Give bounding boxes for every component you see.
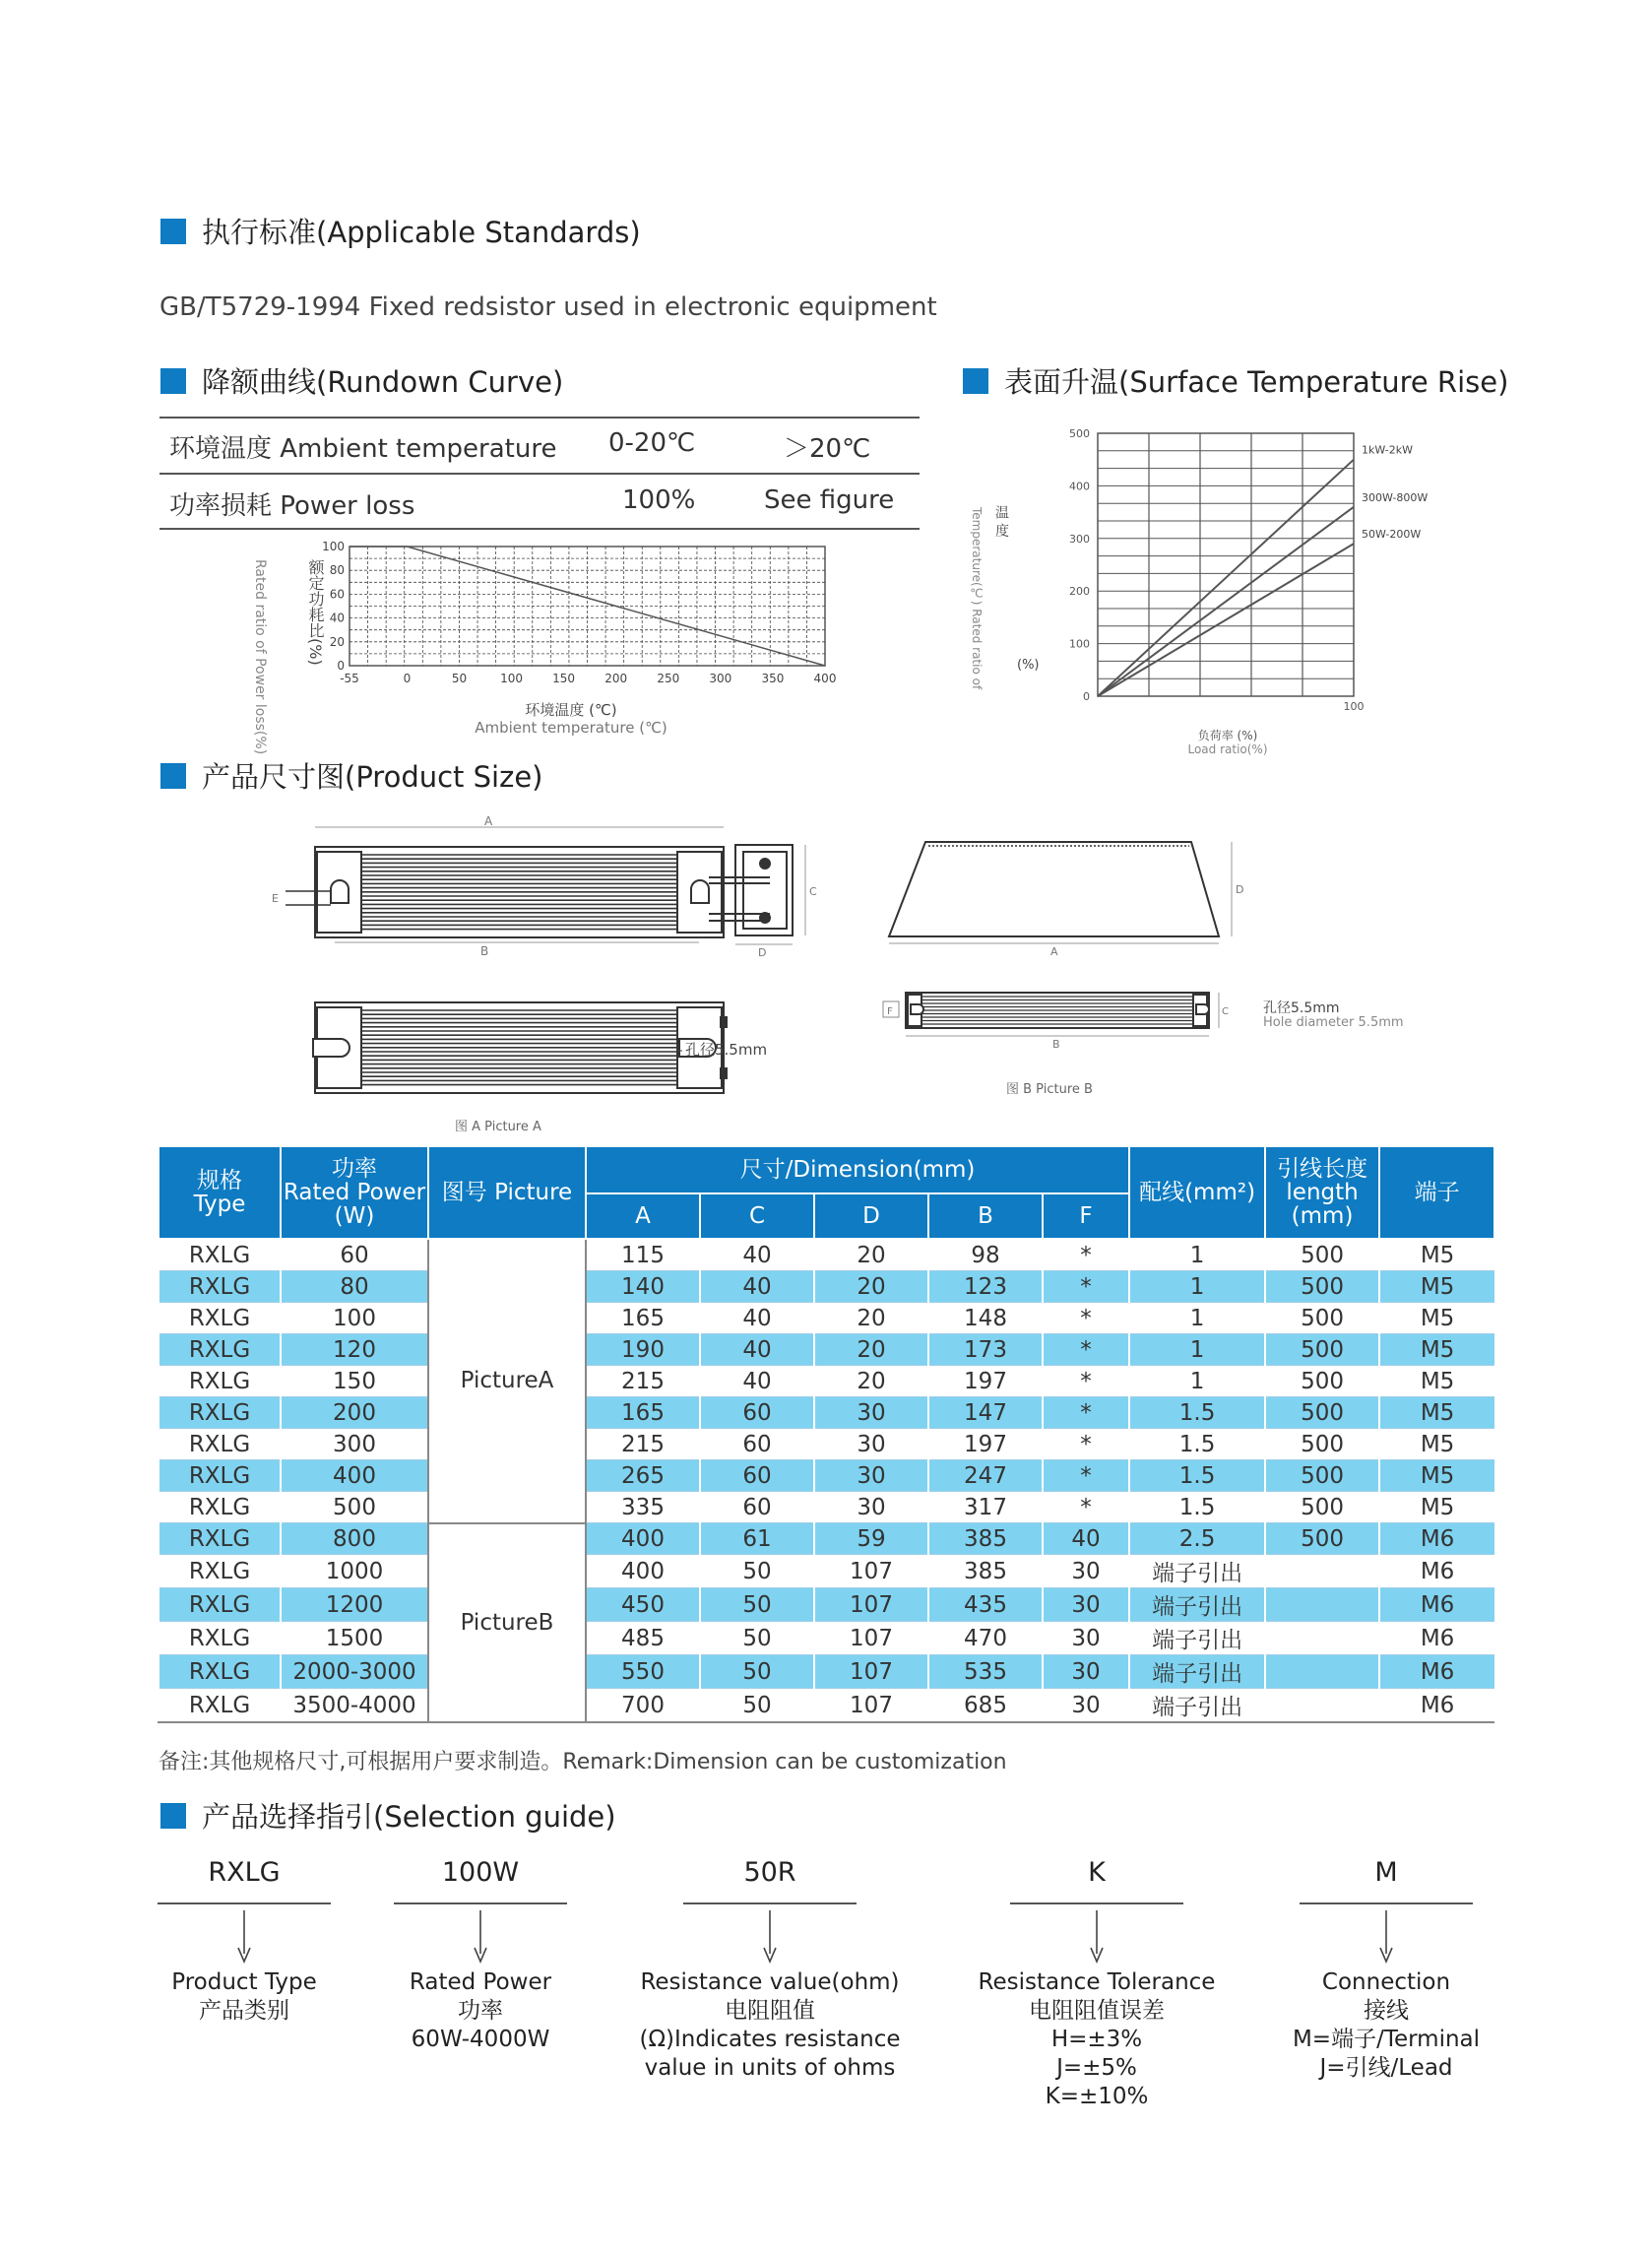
surface-series-label: 50W-200W <box>1362 528 1422 542</box>
table-cell: 40 <box>700 1239 814 1271</box>
table-cell <box>1265 1555 1379 1588</box>
table-cell: 107 <box>814 1655 928 1689</box>
guide-code: K <box>1088 1857 1106 1888</box>
dim-a-b-label: A <box>1050 945 1058 958</box>
table-cell: 500 <box>1265 1239 1379 1271</box>
th-length: 引线长度 length (mm) <box>1265 1146 1379 1239</box>
section-marker <box>160 763 186 789</box>
table-cell: 147 <box>928 1397 1043 1429</box>
standards-title: 执行标准(Applicable Standards) <box>202 216 641 249</box>
table-cell: RXLG <box>159 1689 281 1723</box>
table-cell: RXLG <box>159 1588 281 1622</box>
table-cell: 700 <box>586 1689 700 1723</box>
table-cell: 60 <box>700 1397 814 1429</box>
table-cell: 550 <box>586 1655 700 1689</box>
table-cell: 30 <box>814 1492 928 1523</box>
dim-a-label: A <box>484 814 493 828</box>
table-cell: 1 <box>1129 1303 1265 1334</box>
table-cell: 115 <box>586 1239 700 1271</box>
table-cell: M5 <box>1379 1239 1494 1271</box>
table-cell: 100 <box>281 1303 428 1334</box>
table-cell: 50 <box>700 1689 814 1723</box>
table-cell: 1 <box>1129 1366 1265 1397</box>
table-cell: 165 <box>586 1303 700 1334</box>
table-row <box>159 1655 1494 1689</box>
table-cell: 端子引出 <box>1129 1689 1265 1723</box>
table-cell: 800 <box>281 1523 428 1555</box>
resistor-end-view <box>735 845 793 935</box>
table-cell: 500 <box>1265 1492 1379 1523</box>
table-cell: 20 <box>814 1366 928 1397</box>
resistor-bottom-view <box>313 1002 727 1093</box>
th-d: D <box>814 1193 928 1239</box>
rundown-ytick: 100 <box>322 540 345 553</box>
power-loss-label: 功率损耗 Power loss <box>169 491 415 521</box>
rundown-ytick: 20 <box>329 634 345 649</box>
product-size-title: 产品尺寸图(Product Size) <box>202 760 543 794</box>
table-cell <box>1265 1689 1379 1723</box>
picture-b-drawing <box>852 827 1442 1113</box>
th-type: 规格 Type <box>159 1146 281 1239</box>
table-cell: * <box>1043 1460 1129 1492</box>
table-cell: RXLG <box>159 1397 281 1429</box>
table-cell: 20 <box>814 1239 928 1271</box>
table-cell: M5 <box>1379 1366 1494 1397</box>
table-cell: 470 <box>928 1622 1043 1655</box>
table-cell: 40 <box>700 1334 814 1366</box>
table-cell: 120 <box>281 1334 428 1366</box>
table-cell: M6 <box>1379 1655 1494 1689</box>
power-loss-1: 100% <box>622 485 696 515</box>
table-cell: 50 <box>700 1555 814 1588</box>
table-cell: 20 <box>814 1271 928 1303</box>
surface-ytick: 500 <box>1069 427 1090 440</box>
guide-underline <box>394 1902 567 1904</box>
rundown-xtick: 400 <box>813 672 837 685</box>
table-cell: 61 <box>700 1523 814 1555</box>
guide-underline <box>1010 1902 1183 1904</box>
hole-b-label-en: Hole diameter 5.5mm <box>1263 1015 1404 1030</box>
section-marker <box>160 219 186 244</box>
table-cell: 50 <box>700 1655 814 1689</box>
surface-ytick: 200 <box>1069 585 1090 599</box>
th-power: 功率 Rated Power (W) <box>281 1146 428 1239</box>
table-cell: 400 <box>586 1555 700 1588</box>
table-row <box>159 1334 1494 1366</box>
table-cell: 400 <box>281 1460 428 1492</box>
table-cell: * <box>1043 1429 1129 1460</box>
guide-title: 产品选择指引(Selection guide) <box>202 1800 616 1834</box>
table-cell: 30 <box>1043 1689 1129 1723</box>
picture-a-caption: 图 A Picture A <box>455 1120 541 1134</box>
rundown-ytick: 0 <box>337 659 345 673</box>
table-cell: 215 <box>586 1366 700 1397</box>
table-cell: 端子引出 <box>1129 1655 1265 1689</box>
table-cell: 197 <box>928 1429 1043 1460</box>
surface-ylabel-pct: (%) <box>1017 658 1040 673</box>
table-cell: 500 <box>1265 1523 1379 1555</box>
table-cell: 50 <box>700 1588 814 1622</box>
table-row <box>159 1492 1494 1523</box>
rundown-title: 降额曲线(Rundown Curve) <box>202 365 564 399</box>
table-cell: 30 <box>814 1429 928 1460</box>
rundown-chart <box>236 537 866 748</box>
surface-ytick: 300 <box>1069 532 1090 546</box>
table-cell: 40 <box>700 1271 814 1303</box>
table-cell: 30 <box>814 1397 928 1429</box>
table-cell: 150 <box>281 1366 428 1397</box>
table-cell: 173 <box>928 1334 1043 1366</box>
table-cell: 60 <box>700 1492 814 1523</box>
surface-ylabel-en: Temperature(℃) Rated ratio of <box>970 507 984 690</box>
surface-chart <box>960 414 1541 763</box>
table-cell: 535 <box>928 1655 1043 1689</box>
section-marker <box>160 368 186 394</box>
dim-c-b-label: C <box>1222 1006 1229 1017</box>
guide-underline <box>158 1902 331 1904</box>
resistor-top-view <box>286 847 770 937</box>
dim-d-label: D <box>758 946 767 959</box>
table-cell: RXLG <box>159 1366 281 1397</box>
table-cell: 500 <box>1265 1334 1379 1366</box>
table-cell: 190 <box>586 1334 700 1366</box>
dim-d-b-label: D <box>1236 883 1244 896</box>
table-cell: RXLG <box>159 1271 281 1303</box>
table-cell: 107 <box>814 1689 928 1723</box>
guide-code: 100W <box>441 1857 520 1888</box>
table-cell: 197 <box>928 1366 1043 1397</box>
table-cell: 1.5 <box>1129 1429 1265 1460</box>
picture-a-cell: PictureA <box>428 1239 586 1523</box>
rundown-ylabel-en: Rated ratio of Power loss(%) <box>252 559 268 755</box>
table-cell: M5 <box>1379 1492 1494 1523</box>
table-row <box>159 1397 1494 1429</box>
table-cell: 148 <box>928 1303 1043 1334</box>
table-cell: 685 <box>928 1689 1043 1723</box>
table-cell: RXLG <box>159 1523 281 1555</box>
table-row <box>159 1366 1494 1397</box>
table-row <box>159 1239 1494 1271</box>
table-cell: 500 <box>1265 1303 1379 1334</box>
arrow-down-icon <box>471 1910 490 1964</box>
rundown-xtick: 250 <box>657 672 680 685</box>
th-picture: 图号 Picture <box>428 1146 586 1239</box>
surface-xtick: 100 <box>1343 700 1365 713</box>
dim-b-b-label: B <box>1052 1038 1060 1051</box>
table-cell: 107 <box>814 1555 928 1588</box>
table-cell: 40 <box>700 1366 814 1397</box>
surface-xlabel-en: Load ratio(%) <box>1187 742 1268 756</box>
surface-series-label: 300W-800W <box>1362 490 1429 504</box>
table-cell: 3500-4000 <box>281 1689 428 1723</box>
table-cell: 400 <box>586 1523 700 1555</box>
table-cell: 80 <box>281 1271 428 1303</box>
table-row <box>159 1429 1494 1460</box>
guide-code: RXLG <box>208 1857 281 1888</box>
table-cell: 1 <box>1129 1271 1265 1303</box>
guide-description: Resistance value(ohm) 电阻阻值 (Ω)Indicates resistance value in units of ohms <box>639 1969 901 2081</box>
table-row <box>159 1303 1494 1334</box>
table-cell: 500 <box>1265 1429 1379 1460</box>
hole-b-label-cn: 孔径5.5mm <box>1263 1000 1340 1016</box>
section-marker <box>963 368 988 394</box>
table-cell: M6 <box>1379 1523 1494 1555</box>
table-cell: 1 <box>1129 1334 1265 1366</box>
th-b: B <box>928 1193 1043 1239</box>
rundown-xlabel-en: Ambient temperature (℃) <box>475 719 667 737</box>
rundown-ytick: 80 <box>329 563 345 578</box>
table-cell: M5 <box>1379 1334 1494 1366</box>
th-a: A <box>586 1193 700 1239</box>
rundown-xtick: 200 <box>604 672 628 685</box>
table-cell: * <box>1043 1239 1129 1271</box>
resistor-b-side-view <box>889 842 1219 936</box>
rundown-xtick: -55 <box>340 672 359 685</box>
table-cell: * <box>1043 1366 1129 1397</box>
table-cell: 2000-3000 <box>281 1655 428 1689</box>
table-cell: M6 <box>1379 1622 1494 1655</box>
table-remark: 备注:其他规格尺寸,可根据用户要求制造。Remark:Dimension can be customization <box>159 1750 1007 1774</box>
surface-title: 表面升温(Surface Temperature Rise) <box>1004 365 1509 399</box>
table-cell <box>1265 1588 1379 1622</box>
arrow-down-icon <box>1376 1910 1396 1964</box>
table-cell: 107 <box>814 1622 928 1655</box>
table-cell: 20 <box>814 1334 928 1366</box>
table-cell: M6 <box>1379 1689 1494 1723</box>
power-loss-2: See figure <box>764 485 895 515</box>
table-cell <box>1265 1622 1379 1655</box>
table-cell: 1500 <box>281 1622 428 1655</box>
dim-b-label: B <box>480 944 489 958</box>
table-cell: 40 <box>1043 1523 1129 1555</box>
table-cell: 30 <box>1043 1588 1129 1622</box>
table-cell: 500 <box>1265 1460 1379 1492</box>
dim-e-label: E <box>272 892 279 905</box>
table-cell: 60 <box>281 1239 428 1271</box>
rundown-xtick: 100 <box>500 672 523 685</box>
table-cell: 265 <box>586 1460 700 1492</box>
th-dimension: 尺寸/Dimension(mm) <box>586 1146 1129 1193</box>
table-cell: 485 <box>586 1622 700 1655</box>
table-cell: 450 <box>586 1588 700 1622</box>
table-cell: 1.5 <box>1129 1397 1265 1429</box>
surface-series-label: 1kW-2kW <box>1362 443 1414 457</box>
picture-b-caption: 图 B Picture B <box>1006 1082 1093 1097</box>
table-cell: * <box>1043 1492 1129 1523</box>
table-cell: 500 <box>1265 1366 1379 1397</box>
table-cell: M5 <box>1379 1271 1494 1303</box>
ambient-range-2: ＞20℃ <box>784 434 871 464</box>
table-cell: 247 <box>928 1460 1043 1492</box>
table-cell: 1.5 <box>1129 1492 1265 1523</box>
table-cell: 140 <box>586 1271 700 1303</box>
table-cell: 端子引出 <box>1129 1555 1265 1588</box>
table-cell: 317 <box>928 1492 1043 1523</box>
guide-description: Rated Power 功率 60W-4000W <box>409 1969 552 2052</box>
rundown-ytick: 40 <box>329 611 345 625</box>
table-cell: 385 <box>928 1523 1043 1555</box>
picture-a-drawing <box>266 812 837 1137</box>
guide-code: M <box>1374 1857 1398 1888</box>
table-cell: 1.5 <box>1129 1460 1265 1492</box>
rundown-xtick: 350 <box>761 672 785 685</box>
arrow-down-icon <box>760 1910 780 1964</box>
ambient-range-1: 0-20℃ <box>608 428 696 458</box>
rundown-table <box>159 417 920 530</box>
table-cell: 60 <box>700 1460 814 1492</box>
table-cell: 30 <box>1043 1555 1129 1588</box>
table-cell: 385 <box>928 1555 1043 1588</box>
table-cell: RXLG <box>159 1239 281 1271</box>
rundown-ytick: 60 <box>329 587 345 602</box>
table-cell: M5 <box>1379 1303 1494 1334</box>
table-cell: 500 <box>281 1492 428 1523</box>
guide-description: Connection 接线 M=端子/Terminal J=引线/Lead <box>1292 1969 1481 2081</box>
table-cell: 98 <box>928 1239 1043 1271</box>
arrow-down-icon <box>1087 1910 1107 1964</box>
table-cell: 215 <box>586 1429 700 1460</box>
surface-ylabel-cn: 温 度 <box>993 505 1009 538</box>
table-row <box>159 1622 1494 1655</box>
table-cell: M5 <box>1379 1460 1494 1492</box>
picture-b-cell: PictureB <box>428 1523 586 1723</box>
table-cell: RXLG <box>159 1492 281 1523</box>
ambient-label: 环境温度 Ambient temperature <box>169 434 557 464</box>
table-cell: M6 <box>1379 1555 1494 1588</box>
table-cell: * <box>1043 1397 1129 1429</box>
guide-underline <box>1300 1902 1473 1904</box>
table-cell: 30 <box>1043 1655 1129 1689</box>
table-cell: RXLG <box>159 1655 281 1689</box>
table-row <box>159 1555 1494 1588</box>
table-cell: RXLG <box>159 1622 281 1655</box>
resistor-b-top-view <box>906 993 1209 1028</box>
table-row <box>159 1588 1494 1622</box>
table-cell: 30 <box>814 1460 928 1492</box>
th-terminal: 端子 <box>1379 1146 1494 1239</box>
table-row <box>159 1689 1494 1723</box>
table-cell: 30 <box>1043 1622 1129 1655</box>
table-cell: RXLG <box>159 1460 281 1492</box>
guide-description: Product Type 产品类别 <box>171 1969 317 2024</box>
table-row <box>159 1523 1494 1555</box>
dim-f-label: F <box>887 1006 893 1017</box>
table-cell: RXLG <box>159 1303 281 1334</box>
rundown-xtick: 0 <box>403 672 412 685</box>
table-cell: RXLG <box>159 1429 281 1460</box>
th-c: C <box>700 1193 814 1239</box>
dim-c-label: C <box>809 885 817 898</box>
table-cell: 1 <box>1129 1239 1265 1271</box>
surface-ytick: 100 <box>1069 637 1090 651</box>
table-cell <box>1265 1655 1379 1689</box>
table-cell: 165 <box>586 1397 700 1429</box>
table-cell: 20 <box>814 1303 928 1334</box>
section-marker <box>160 1803 186 1829</box>
th-f: F <box>1043 1193 1129 1239</box>
table-cell: 40 <box>700 1303 814 1334</box>
rundown-xtick: 300 <box>709 672 732 685</box>
table-cell: 端子引出 <box>1129 1622 1265 1655</box>
table-cell: M5 <box>1379 1429 1494 1460</box>
hole-a-label: 孔径5.5mm <box>685 1041 768 1059</box>
table-cell: 500 <box>1265 1271 1379 1303</box>
table-cell: 107 <box>814 1588 928 1622</box>
surface-ytick: 0 <box>1083 690 1090 703</box>
guide-description: Resistance Tolerance 电阻阻值误差 H=±3% J=±5% K=±10% <box>978 1969 1216 2109</box>
standards-line: GB/T5729-1994 Fixed redsistor used in electronic equipment <box>159 292 937 322</box>
rundown-xlabel-cn: 环境温度 (℃) <box>525 701 617 719</box>
table-cell: 123 <box>928 1271 1043 1303</box>
table-cell: M5 <box>1379 1397 1494 1429</box>
rundown-xtick: 50 <box>451 672 468 685</box>
surface-ytick: 400 <box>1069 480 1090 493</box>
surface-xlabel-cn: 负荷率 (%) <box>1197 729 1258 742</box>
table-cell: 60 <box>700 1429 814 1460</box>
table-cell: 200 <box>281 1397 428 1429</box>
table-cell: 端子引出 <box>1129 1588 1265 1622</box>
table-cell: * <box>1043 1303 1129 1334</box>
rundown-xtick: 150 <box>552 672 576 685</box>
table-cell: * <box>1043 1334 1129 1366</box>
table-row <box>159 1271 1494 1303</box>
table-cell: M6 <box>1379 1588 1494 1622</box>
table-cell: RXLG <box>159 1555 281 1588</box>
guide-code: 50R <box>743 1857 796 1888</box>
arrow-down-icon <box>234 1910 254 1964</box>
table-cell: 50 <box>700 1622 814 1655</box>
table-cell: 2.5 <box>1129 1523 1265 1555</box>
table-cell: 435 <box>928 1588 1043 1622</box>
table-cell: 1200 <box>281 1588 428 1622</box>
table-cell: 59 <box>814 1523 928 1555</box>
rundown-ylabel-cn: 额定功耗比(%) <box>306 559 325 666</box>
th-wire: 配线(mm²) <box>1129 1146 1265 1239</box>
table-cell: 500 <box>1265 1397 1379 1429</box>
table-cell: * <box>1043 1271 1129 1303</box>
table-cell: RXLG <box>159 1334 281 1366</box>
table-cell: 1000 <box>281 1555 428 1588</box>
table-cell: 335 <box>586 1492 700 1523</box>
spec-table <box>158 1145 1495 1723</box>
table-cell: 300 <box>281 1429 428 1460</box>
guide-underline <box>683 1902 857 1904</box>
table-row <box>159 1460 1494 1492</box>
